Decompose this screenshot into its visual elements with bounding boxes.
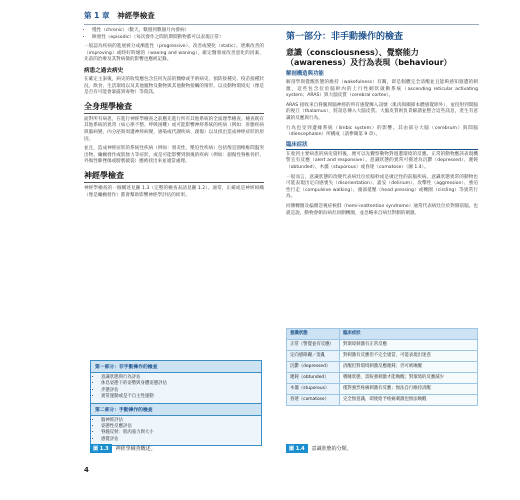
list-item: • 腦神經評估	[101, 418, 261, 424]
clinical-paragraph-2: 一般而言，意識狀態的改變代表病灶位於腦幹或是廣泛性的前腦疾病。意識狀態異常的動物也可能表現出定向感喪失（disorientation）、譫妄（delirium）、攻擊性（aggression）、強迫性行走（compulsive walking）、頭部抵壓（head pressing）或轉圈（circling）等異常行為。	[286, 174, 478, 200]
figure-tag: 圖 1.3	[90, 444, 112, 453]
chapter-title: 神經學檢查	[117, 11, 155, 20]
table-cell: 對刺激有反應但不完全適當，可能表現出迷惑	[340, 351, 478, 362]
part1-title: 第一部分：非手動操作的檢查	[286, 32, 404, 42]
table-cell: 正常（警覺並有反應）	[287, 340, 340, 351]
consciousness-heading: 意識（consciousness）、覺察能力（awareness）及行為表現（behaviour）	[286, 48, 452, 67]
table-cell: 完全無意識，即使給予疼痛刺激也無法喚醒	[340, 395, 478, 406]
clinical-signs-heading: 臨床症狀	[286, 142, 478, 150]
list-item: • 異常運動或是不自主性運動	[101, 394, 261, 400]
list-item: • 姿態性反應評估	[101, 424, 261, 430]
list-item: • 休息姿態下的姿勢與身體姿態評估	[101, 381, 261, 387]
table-cell: 定向感障礙／混亂	[287, 351, 340, 362]
clinical-paragraph-3: 同側轉圈及偏側忽視症候群（hemi-inattention syndrome）通常代表病灶位於對側前腦，也就是說，動物會朝向病灶同側轉圈，並忽略來自病灶對側的刺激。	[286, 203, 478, 216]
table-header-row	[287, 329, 478, 340]
table-cell: 沉鬱（depressed）	[287, 362, 340, 373]
history-heading: 病患之過去病史	[84, 67, 124, 74]
table-cell: 對環境刺激有正常反應	[340, 340, 478, 351]
left-column	[84, 28, 264, 202]
figure-1-3-caption	[90, 444, 156, 453]
part2-box-heading: 第二部分：手動操作的檢查	[91, 403, 261, 416]
consciousness-table	[286, 328, 478, 406]
anatomy-subheading: 解剖構造與功能	[286, 71, 324, 77]
history-paragraph: 在確定主訴後，病史的收集應包含任何先前的醫療或手術病史、預防接種史、疫苗接種狀況、飲食、生活環境以及其他寵物及動物與其他動物接觸的情形，以及動物環境史（像是是否有可能會暴露到毒物）等資訊。	[84, 76, 264, 96]
part1-box-heading: 第一部分：非手動操作的檢查	[91, 361, 261, 373]
column-header: 臨床症狀	[340, 329, 478, 340]
table-cell: 嗜睡狀態，需較強刺激才能喚醒；對環境的反應減少	[340, 373, 478, 384]
list-item: • 陣發性（episodic）（每次發作之間的期間動物都可以表現正常）	[92, 35, 264, 42]
figure-caption-text: 神經學檢查概述。	[115, 446, 156, 452]
table-row	[287, 395, 478, 406]
anatomy-paragraph-2: ARAS 接收來自脊髓與腦神經的所有感覺傳入訊號（肌肉與關節本體感覺除外），並投射到間腦的視丘（thalamus），將訊息傳入大腦皮質。大腦皮質則負責解讀並整合這些訊息，產生有意識的反應與行為。	[286, 102, 478, 121]
anatomy-paragraph-3: 行為也受到邊緣系統（limbic system）的影響。其由部分大腦（cerebrum）與間腦（diencephalon）所構成（請參閱第 9 章）。	[286, 125, 478, 138]
running-header	[84, 10, 479, 22]
physical-exam-paragraph-1: 面對所有病患，在進行神經學檢查之前應先進行所有其他系統的全面理學檢查。檢查既有其他系統的異常（如心律不整、呼吸困難）或可能影響神經系統的疾病（例如：肝膽疾病與腦病變、內分泌與周邊神經病變、感染或代謝疾病、創傷）以及找出造成神經症狀的原因。	[84, 116, 264, 142]
table-cell: 僅對強烈疼痛刺激有反應；無法自行維持清醒	[340, 384, 478, 395]
figure-1-4-caption	[286, 444, 352, 453]
table-row	[287, 362, 478, 373]
table-row	[287, 373, 478, 384]
neuro-exam-heading: 神經學檢查	[84, 171, 264, 183]
clinical-paragraph-1: 在收到主要病患的病史資料後，便可以先觀察動物對週遭環境的反應。正常的動物應該表現機警且有反應（alert and responsive）。意識狀態的異常可描述為沉鬱（depressed）、遲鈍（obtunded）、木僵（stuporous）或昏迷（comatose）（圖 1.4）。	[286, 151, 478, 170]
chapter-label: 第 1 章	[84, 11, 110, 20]
figure-tag: 圖 1.4	[286, 444, 308, 453]
physical-exam-paragraph-2: 並且，造成神經症狀的系統性疾病（例如：發炎性、壓迫性疾病）包括像是頸椎椎間盤突出物、癲癇發作或肌無力等症狀，或是可能影響到預後的疾病（例如：創傷性脊椎骨折、外傷性肺挫傷或膀胱破裂）應被找出來並適當處理。	[84, 146, 264, 165]
intro-paragraph: 一般認為疾病的進展被分成漸進性（progressive）、改善或變化（static）、逐漸改善的（improving）或時好時壞的（waxing and waning），確定醫發或改善惡化的因素，先前的治療及其對病徵的影響也應被記錄。	[84, 44, 264, 63]
table-cell: 清醒但對環境刺激反應遲鈍；仍可被喚醒	[340, 362, 478, 373]
column-header: 意識狀態	[287, 329, 340, 340]
table-cell: 木僵（stuporous）	[287, 384, 340, 395]
table-cell: 遲鈍（obtunded）	[287, 373, 340, 384]
anatomy-paragraph-1: 解剖學與覺醒狀態的維持（wakefulness）有關，即是個體完全清醒並且能夠感知週遭的刺激，這些包含位於腦幹內的上行性網狀啟動系統（ascending reticular activating system；ARAS）與大腦皮質（cerebral cortex）。	[286, 80, 478, 99]
page-number: 4	[84, 466, 89, 474]
exam-overview-box	[90, 360, 262, 446]
neuro-exam-paragraph: 神經學檢查的一個概述見圖 1.3（完整的檢查表請見圖 1.2）。通常，正確或是神經組織（像是癲癇發作）都會幫助影響神經學評估的結果。	[84, 185, 264, 198]
list-item: • 步態評估	[101, 388, 261, 394]
list-item: • 意識狀態與行為評估	[101, 375, 261, 381]
physical-exam-heading: 全身理學檢查	[84, 102, 264, 114]
right-column	[286, 28, 478, 220]
onset-list	[84, 28, 264, 41]
figure-caption-text: 意識狀態的分類。	[311, 446, 352, 452]
list-item: • 脊髓反射：肌肉張力與大小	[101, 430, 261, 436]
table-row	[287, 351, 478, 362]
table-row	[287, 384, 478, 395]
table-cell: 昏迷（comatose）	[287, 395, 340, 406]
part2-list	[91, 418, 261, 444]
part1-list	[91, 375, 261, 401]
table-row	[287, 340, 478, 351]
header-rule	[84, 24, 479, 25]
list-item: • 感覺評估	[101, 437, 261, 443]
list-item: • 慢性（chronic）（數天、數週到數個月內發病）	[92, 28, 264, 35]
